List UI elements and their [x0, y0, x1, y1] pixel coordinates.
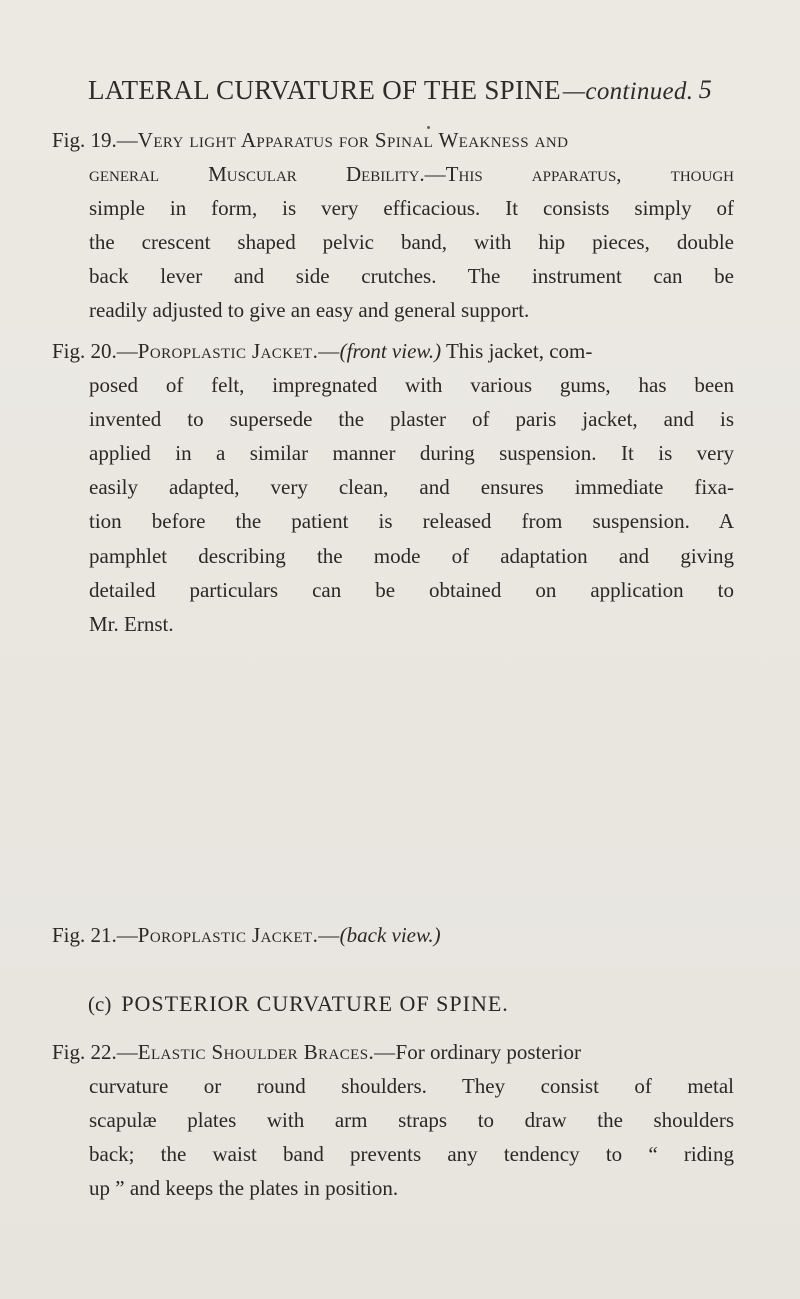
fig-20-heading: [52, 334, 734, 368]
running-head-title: LATERAL CURVATURE OF THE SPINE: [88, 75, 561, 105]
fig-22-line-4: up ” and keeps the plates in position.: [89, 1176, 399, 1201]
fig-19-label: Fig. 19.—: [52, 128, 138, 152]
fig-20-line-8: Mr. Ernst.: [89, 611, 174, 636]
fig-21-view: (back view.): [339, 923, 441, 947]
fig-19-line-3: the crescent shaped pelvic band, with hip pieces, double: [89, 230, 734, 255]
fig-20-title-tail: This jacket, com-: [441, 339, 593, 363]
fig-19-line-1: general Muscular Debility.—This apparatus, though: [89, 162, 734, 187]
fig-20-entry: [52, 334, 734, 641]
fig-20-line-6: pamphlet describing the mode of adaptation and giving: [89, 543, 734, 568]
fig-19-body: [89, 157, 734, 327]
fig-20-line-7: detailed particulars can be obtained on application to: [89, 577, 734, 602]
page-number: 5: [698, 75, 712, 104]
section-heading: [88, 989, 668, 1019]
fig-20-line-4: easily adapted, very clean, and ensures immediate fixa-: [89, 475, 734, 500]
fig-19-line-5: readily adjusted to give an easy and general support.: [89, 298, 530, 323]
fig-21-entry: [52, 918, 734, 952]
fig-21-heading: [52, 918, 734, 952]
fig-22-title: Elastic Shoulder Braces.—: [137, 1040, 396, 1064]
fig-22-label: Fig. 22.—: [52, 1040, 138, 1064]
fig-19-entry: [52, 123, 734, 328]
fig-20-view: (front view.): [339, 339, 442, 363]
running-head: [88, 68, 712, 112]
fig-20-title: Poroplastic Jacket.—: [137, 339, 340, 363]
fig-20-line-3: applied in a similar manner during suspension. It is very: [89, 441, 734, 466]
fig-22-line-1: curvature or round shoulders. They consist of metal: [89, 1074, 734, 1099]
fig-22-heading: [52, 1035, 734, 1069]
fig-21-label: Fig. 21.—: [52, 923, 138, 947]
fig-20-body: [89, 368, 734, 641]
fig-22-title-tail: For ordinary posterior: [395, 1040, 582, 1064]
section-marker: (c): [88, 992, 112, 1016]
fig-19-line-2: simple in form, is very efficacious. It consists simply of: [89, 196, 734, 221]
fig-19-heading: [52, 123, 734, 157]
fig-22-entry: [52, 1035, 734, 1205]
fig-21-title: Poroplastic Jacket.—: [137, 923, 340, 947]
fig-22-line-2: scapulæ plates with arm straps to draw the shoulders: [89, 1108, 734, 1133]
section-title: POSTERIOR CURVATURE OF SPINE.: [121, 991, 509, 1016]
fig-19-title: Very light Apparatus for Spinal Weakness and: [137, 128, 569, 152]
fig-19-line-4: back lever and side crutches. The instrument can be: [89, 264, 734, 289]
fig-22-line-3: back; the waist band prevents any tendency to “ riding: [89, 1142, 734, 1167]
fig-20-label: Fig. 20.—: [52, 339, 138, 363]
running-head-continued: —continued.: [562, 78, 694, 105]
fig-20-line-5: tion before the patient is released from suspension. A: [89, 509, 734, 534]
fig-20-line-2: invented to supersede the plaster of paris jacket, and is: [89, 407, 734, 432]
fig-20-line-1: posed of felt, impregnated with various gums, has been: [89, 373, 734, 398]
fig-22-body: [89, 1069, 734, 1205]
